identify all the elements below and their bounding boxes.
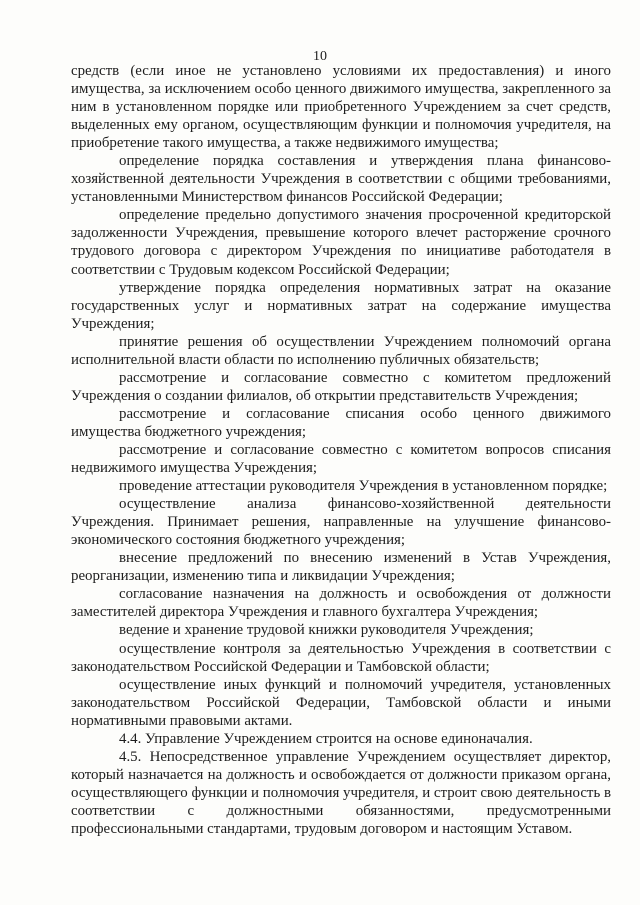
paragraph: определение предельно допустимого значения просроченной кредиторской задолженности Учреждения, превышение которого влечет расторжение срочного трудового договора с директором Учреждения по инициативе работодателя в соответствии с Трудовым кодексом Российской Федерации; xyxy=(71,207,611,278)
paragraph: проведение аттестации руководителя Учреждения в установленном порядке; xyxy=(119,478,608,495)
paragraph: осуществление иных функций и полномочий учредителя, установленных законодательством Российской Федерации, Тамбовской области и иными нормативными правовыми актами. xyxy=(71,676,611,729)
paragraph: осуществление анализа финансово-хозяйственной деятельности Учреждения. Принимает решения, направленные на улучшение финансово-экономического состояния бюджетного учреждения; xyxy=(71,496,611,549)
paragraph: рассмотрение и согласование совместно с комитетом предложений Учреждения о создании филиалов, об открытии представительств Учреждения; xyxy=(71,369,611,404)
paragraph: осуществление контроля за деятельностью Учреждения в соответствии с законодательством Российской Федерации и Тамбовской области; xyxy=(71,640,611,675)
paragraph: ведение и хранение трудовой книжки руководителя Учреждения; xyxy=(119,622,534,639)
paragraph: 4.5. Непосредственное управление Учреждением осуществляет директор, который назначается на должность и освобождается от должности приказом органа, осуществляющего функции и полномочия учредителя, и строит свою деятельность в соответствии с должностными обязанностями, предусмотренными профессиональными стандартами, трудовым договором и настоящим Уставом. xyxy=(71,748,611,837)
paragraph: 4.4. Управление Учреждением строится на основе единоначалия. xyxy=(119,730,533,747)
paragraph: утверждение порядка определения нормативных затрат на оказание государственных услуг и нормативных затрат на содержание имущества Учреждения; xyxy=(71,279,611,332)
page-number: 10 xyxy=(313,49,327,64)
paragraph: согласование назначения на должность и освобождения от должности заместителей директора Учреждения и главного бухгалтера Учреждения; xyxy=(71,586,611,621)
paragraph-continuation: средств (если иное не установлено условиями их предоставления) и иного имущества, за исключением особо ценного движимого имущества, закрепленного за ним в установленном порядке или приобретенного Учреждением за счет средств, выделенных ему органом, осуществляющим функции и полномочия учредителя, на приобретение такого имущества, а также недвижимого имущества; xyxy=(71,63,611,152)
paragraph: принятие решения об осуществлении Учреждением полномочий органа исполнительной власти области по исполнению публичных обязательств; xyxy=(71,333,611,368)
paragraph: внесение предложений по внесению изменений в Устав Учреждения, реорганизации, изменению типа и ликвидации Учреждения; xyxy=(71,550,611,585)
paragraph: рассмотрение и согласование списания особо ценного движимого имущества бюджетного учреждения; xyxy=(71,405,611,440)
paragraph: рассмотрение и согласование совместно с комитетом вопросов списания недвижимого имущества Учреждения; xyxy=(71,441,611,477)
document-body xyxy=(71,62,611,838)
paragraph: определение порядка составления и утверждения плана финансово-хозяйственной деятельности Учреждения в соответствии с общими требованиями, установленными Министерством финансов Российской Федерации; xyxy=(71,153,611,206)
